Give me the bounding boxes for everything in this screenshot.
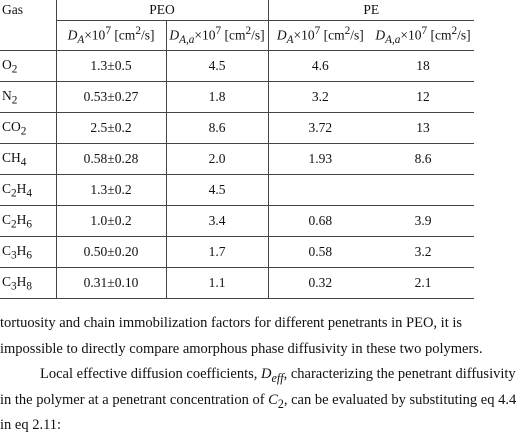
gas-cell: $C_3H_8$ — [0, 268, 56, 299]
pe-da-cell: 4.6 — [268, 51, 372, 82]
pe-daa-cell: 18 — [372, 51, 474, 82]
peo-da-cell: 0.58±0.28 — [56, 144, 166, 175]
peo-daa-header: $D_{A,a}\times 10^7$ $[cm^2/s]$ — [166, 21, 268, 51]
gas-cell: $C_3H_6$ — [0, 237, 56, 268]
peo-da-cell: 1.0±0.2 — [56, 206, 166, 237]
table-row — [0, 268, 474, 299]
body-text-line: Local effective diffusion coefficients, $D_{eff}$, characterizing the penetrant diffusivity — [40, 366, 516, 385]
pe-da-cell: 0.58 — [268, 237, 372, 268]
pe-daa-cell: 12 — [372, 82, 474, 113]
peo-daa-cell: 3.4 — [166, 206, 268, 237]
peo-da-cell: 0.31±0.10 — [56, 268, 166, 299]
gas-header-spacer — [0, 21, 56, 51]
peo-daa-cell: 1.7 — [166, 237, 268, 268]
body-text-line: impossible to directly compare amorphous phase diffusivity in these two polymers. — [0, 341, 483, 357]
pe-daa-cell: 3.2 — [372, 237, 474, 268]
peo-daa-cell: 1.1 — [166, 268, 268, 299]
pe-da-cell: 0.68 — [268, 206, 372, 237]
pe-daa-cell: 2.1 — [372, 268, 474, 299]
gas-cell: $O_2$ — [0, 51, 56, 82]
pe-daa-header: $D_{A,a}\times 10^7$ $[cm^2/s]$ — [372, 21, 474, 51]
table-row — [0, 113, 474, 144]
table-row — [0, 82, 474, 113]
peo-da-cell: 0.53±0.27 — [56, 82, 166, 113]
gas-header — [0, 0, 56, 21]
pe-da-cell: 3.72 — [268, 113, 372, 144]
body-text-line: tortuosity and chain immobilization factors for different penetrants in PEO, it is — [0, 315, 463, 331]
table-header-row-2 — [0, 21, 474, 51]
pe-daa-cell: 8.6 — [372, 144, 474, 175]
table-row — [0, 237, 474, 268]
gas-cell: $CO_2$ — [0, 113, 56, 144]
table-header-row-1 — [0, 0, 474, 21]
peo-da-cell: 1.3±0.2 — [56, 175, 166, 206]
pe-da-cell — [268, 175, 372, 206]
body-text-line: in eq 2.11: — [0, 417, 62, 433]
peo-daa-cell: 1.8 — [166, 82, 268, 113]
pe-daa-cell: 13 — [372, 113, 474, 144]
peo-daa-cell: 8.6 — [166, 113, 268, 144]
pe-daa-cell: 3.9 — [372, 206, 474, 237]
peo-daa-cell: 2.0 — [166, 144, 268, 175]
pe-da-cell: 1.93 — [268, 144, 372, 175]
table-row — [0, 51, 474, 82]
peo-group-header: PEO — [56, 0, 268, 21]
gas-header-label: Gas — [2, 2, 23, 18]
peo-da-cell: 2.5±0.2 — [56, 113, 166, 144]
gas-cell: $C_2H_4$ — [0, 175, 56, 206]
peo-da-cell: 1.3±0.5 — [56, 51, 166, 82]
peo-da-header: $D_A\times 10^7$ $[cm^2/s]$ — [56, 21, 166, 51]
pe-daa-cell — [372, 175, 474, 206]
pe-group-header: PE — [268, 0, 474, 21]
gas-cell: $N_2$ — [0, 82, 56, 113]
gas-cell: $C_2H_6$ — [0, 206, 56, 237]
pe-da-cell: 3.2 — [268, 82, 372, 113]
body-text-line: in the polymer at a penetrant concentration of $C_2$, can be evaluated by substituting eq 4.4 — [0, 392, 516, 411]
pe-da-header: $D_A\times 10^7$ $[cm^2/s]$ — [268, 21, 372, 51]
peo-da-cell: 0.50±0.20 — [56, 237, 166, 268]
table-row — [0, 206, 474, 237]
table-row — [0, 175, 474, 206]
table-row — [0, 144, 474, 175]
gas-cell: $CH_4$ — [0, 144, 56, 175]
pe-da-cell: 0.32 — [268, 268, 372, 299]
peo-daa-cell: 4.5 — [166, 51, 268, 82]
peo-daa-cell: 4.5 — [166, 175, 268, 206]
